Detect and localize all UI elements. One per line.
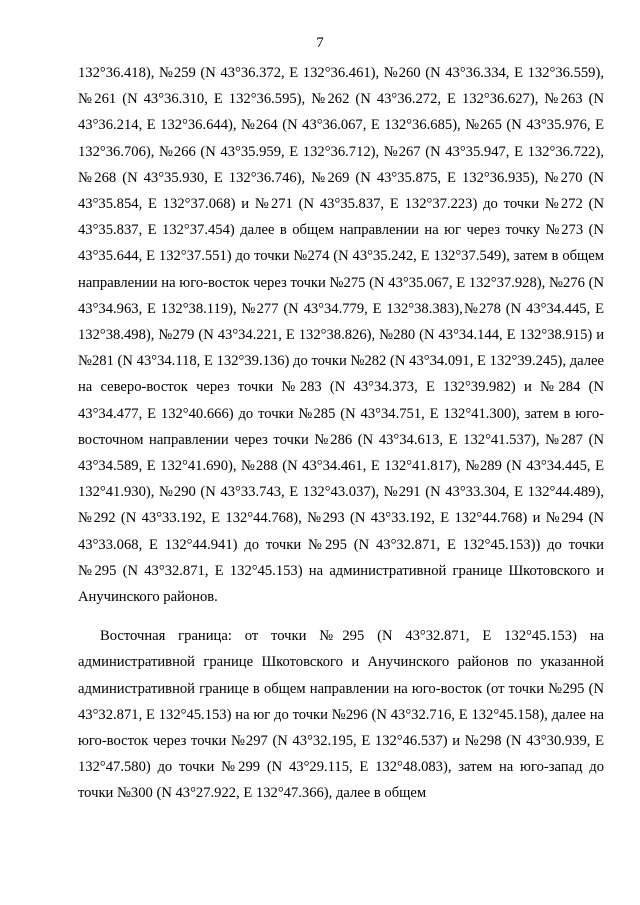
paragraph-continuation: 132°36.418), №259 (N 43°36.372, E 132°36.461), №260 (N 43°36.334, E 132°36.559), №261 (N 43°36.310, E 132°36.595), №262 (N 43°36.272, E 132°36.627), №263 (N 43°36.214, E 132°36.644), №264 (N 43°36.067, E 132°36.685), №265 (N 43°35.976, E 132°36.706), №266 (N 43°35.959, E 132°36.712), №267 (N 43°35.947, E 132°36.722), №268 (N 43°35.930, E 132°36.746), №269 (N 43°35.875, E 132°36.935), №270 (N 43°35.854, E 132°37.068) и №271 (N 43°35.837, E 132°37.223) до точки №272 (N 43°35.837, E 132°37.454) далее в общем направлении на юг через точку №273 (N 43°35.644, E 132°37.551) до точки №274 (N 43°35.242, E 132°37.549), затем в общем направлении на юго-восток через точки №275 (N 43°35.067, E 132°37.928), №276 (N 43°34.963, E 132°38.119), №277 (N 43°34.779, E 132°38.383),№278 (N 43°34.445, E 132°38.498), №279 (N 43°34.221, E 132°38.826), №280 (N 43°34.144, E 132°38.915) и №281 (N 43°34.118, E 132°39.136) до точки №282 (N 43°34.091, E 132°39.245), далее на северо-восток через точки №283 (N 43°34.373, E 132°39.982) и №284 (N 43°34.477, E 132°40.666) до точки №285 (N 43°34.751, E 132°41.300), затем в юго-восточном направлении через точки №286 (N 43°34.613, E 132°41.537), №287 (N 43°34.589, E 132°41.690), №288 (N 43°34.461, E 132°41.817), №289 (N 43°34.445, E 132°41.930), №290 (N 43°33.743, E 132°43.037), №291 (N 43°33.304, E 132°44.489), №292 (N 43°33.192, E 132°44.768), №293 (N 43°33.192, E 132°44.768) и №294 (N 43°33.068, E 132°44.941) до точки №295 (N 43°32.871, E 132°45.153)) до точки №295 (N 43°32.871, E 132°45.153) на административной границе Шкотовского и Анучинского районов. xyxy=(78,65,604,606)
paragraph-eastern-boundary: Восточная граница: от точки №295 (N 43°32.871, E 132°45.153) на административной границе Шкотовского и Анучинского районов по указанной административной границе в общем направлении на юго-восток (от точки №295 (N 43°32.871, E 132°45.153) на юг до точки №296 (N 43°32.716, E 132°45.158), далее на юго-восток через точки №297 (N 43°32.195, E 132°46.537) и №298 (N 43°30.939, E 132°47.580) до точки №299 (N 43°29.115, E 132°48.083), затем на юго-запад до точки №300 (N 43°27.922, E 132°47.366), далее в общем xyxy=(78,628,604,802)
document-body xyxy=(78,60,604,807)
page-number: 7 xyxy=(316,35,324,51)
